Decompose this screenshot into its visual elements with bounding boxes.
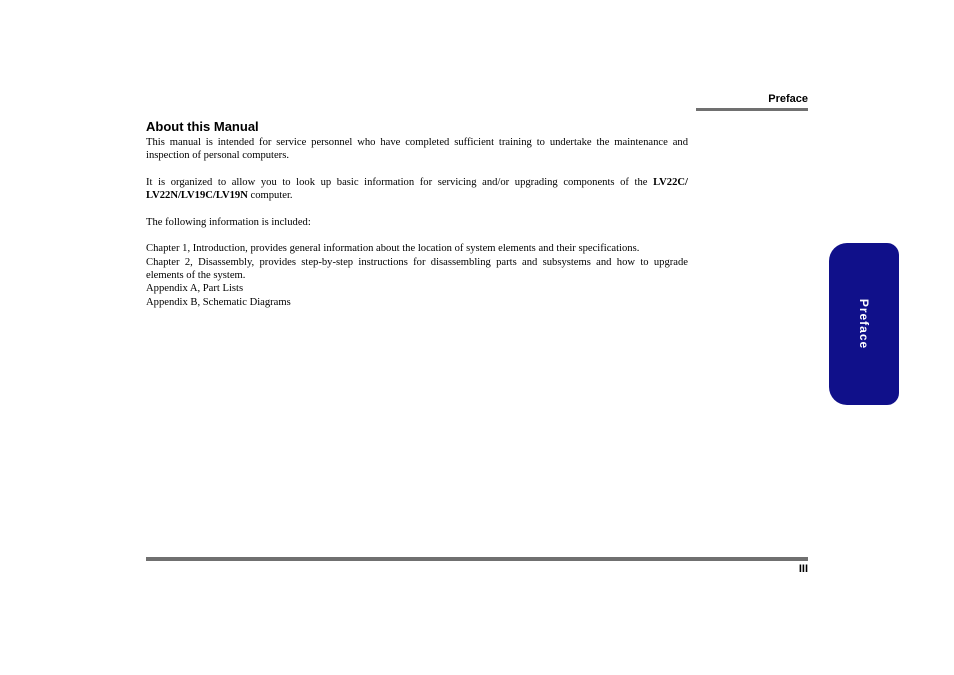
header-rule — [696, 108, 808, 111]
footer-rule — [146, 557, 808, 561]
contents-item-appendix-a: Appendix A, Part Lists — [146, 283, 244, 295]
organization-suffix: computer. — [247, 190, 293, 202]
contents-item-chapter-1: Chapter 1, Introduction, provides general information about the location of system elements and their specifications. — [146, 243, 640, 255]
model-names: LV22C/ LV22N/LV19C/LV19N — [146, 176, 688, 202]
paragraph-spacer — [146, 163, 688, 176]
side-tab-label: Preface — [857, 298, 871, 350]
included-lead: The following information is included: — [146, 216, 311, 228]
intro-paragraph: This manual is intended for service personnel who have completed sufficient training to undertake the maintenance and inspection of personal computers. — [146, 137, 688, 162]
organization-paragraph — [146, 176, 688, 203]
page-number: III — [798, 563, 808, 575]
contents-item-chapter-2: Chapter 2, Disassembly, provides step-by-step instructions for disassembling parts and subsystems and how to upgrade elements of the system. — [146, 256, 688, 281]
organization-prefix: It is organized to allow you to look up basic information for servicing and/or upgrading components of the — [146, 176, 654, 188]
paragraph-spacer — [146, 202, 688, 215]
paragraph-spacer — [146, 229, 688, 242]
side-tab-preface — [829, 243, 899, 405]
running-header-title: Preface — [768, 93, 808, 105]
page-content — [146, 119, 688, 309]
contents-item-appendix-b: Appendix B, Schematic Diagrams — [146, 296, 291, 308]
section-title: About this Manual — [146, 119, 259, 134]
